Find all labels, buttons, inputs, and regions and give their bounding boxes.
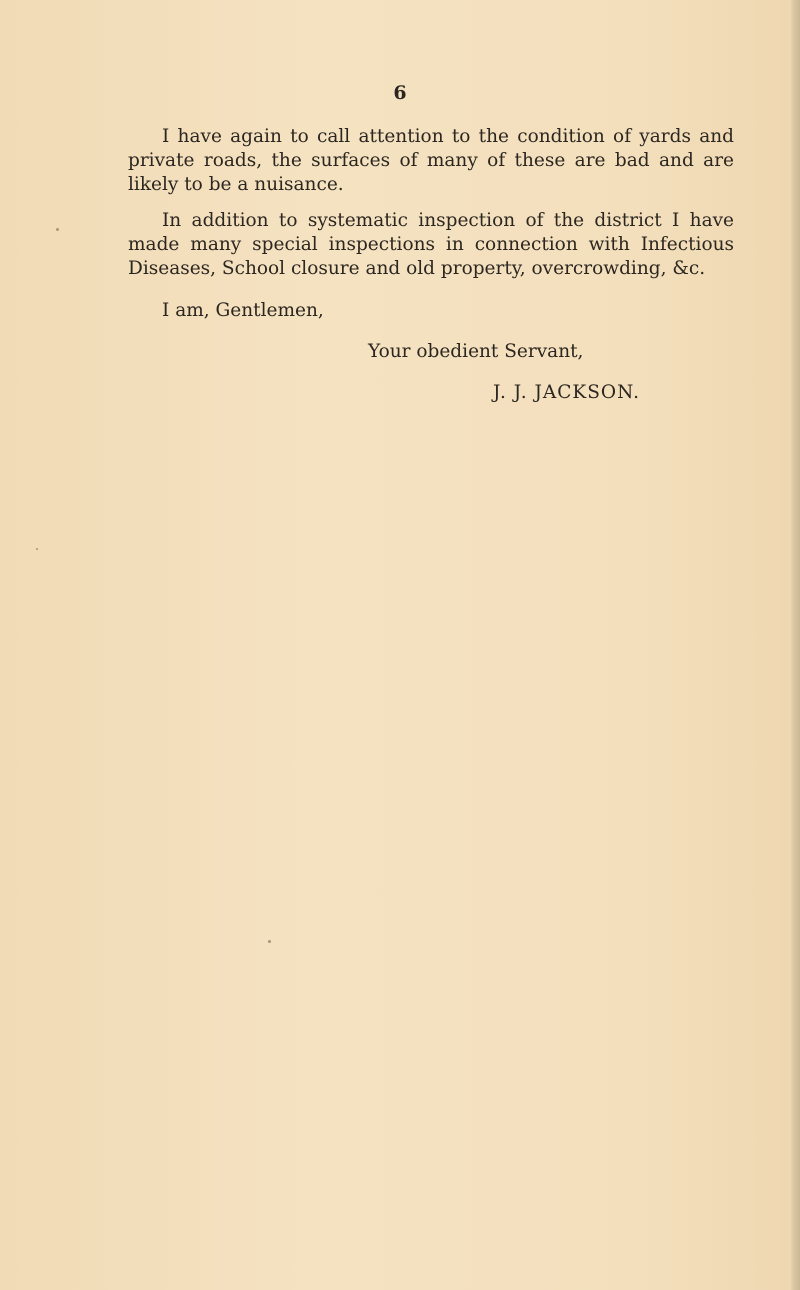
valediction: Your obedient Servant, bbox=[368, 341, 584, 362]
paper-speck bbox=[36, 548, 38, 550]
closing-salutation: I am, Gentlemen, bbox=[162, 300, 324, 321]
paragraph-special-inspections: In addition to systematic inspection of the district I have made many special inspections in connection with Infectious Diseases, School closure and old property, overcrowding, &c. bbox=[128, 210, 734, 279]
paragraph-yards-roads: I have again to call attention to the condition of yards and private roads, the surfaces of many of these are bad and are likely to be a nuisance. bbox=[128, 126, 734, 195]
signature: J. J. JACKSON. bbox=[493, 382, 640, 403]
paper-speck bbox=[268, 940, 271, 943]
page-number: 6 bbox=[393, 82, 407, 104]
paper-speck bbox=[56, 228, 59, 231]
page-edge-shadow bbox=[790, 0, 800, 1290]
